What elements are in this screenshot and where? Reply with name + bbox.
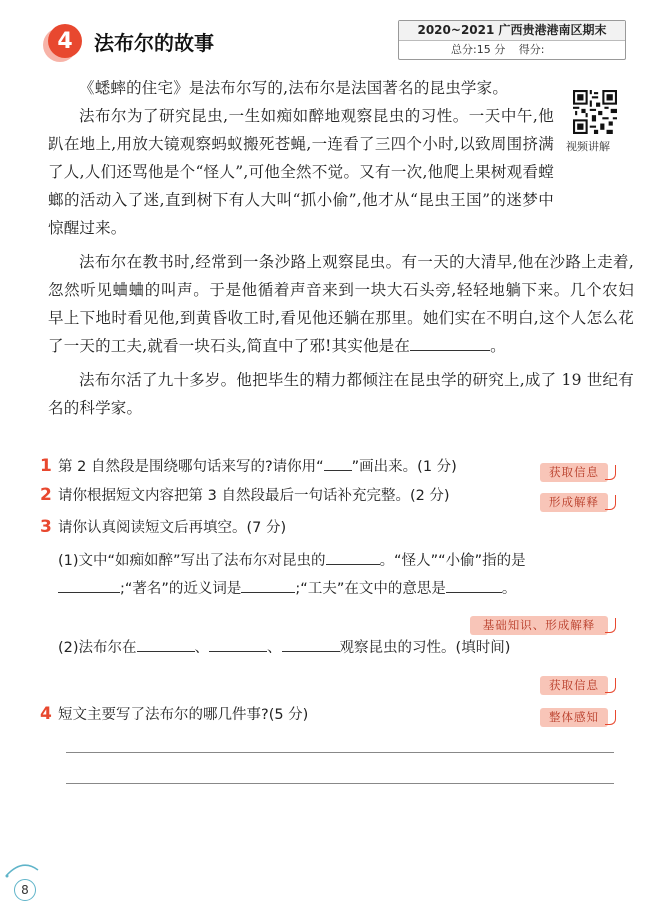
question-text: 请你认真阅读短文后再填空。(7 分) xyxy=(58,520,287,536)
sub-text: 、 xyxy=(267,640,282,656)
lesson-header xyxy=(48,20,214,62)
answer-line[interactable] xyxy=(66,752,614,753)
answer-line[interactable] xyxy=(66,783,614,784)
sub-text: 。 xyxy=(501,581,517,597)
sub-text: (2)法布尔在 xyxy=(58,640,137,656)
underline-sample xyxy=(324,456,352,471)
question-3-part-1-line-1 xyxy=(58,550,618,572)
sub-text: ;“著名”的近义词是 xyxy=(120,581,242,597)
answer-blank[interactable] xyxy=(410,336,490,351)
reading-passage xyxy=(48,68,634,422)
answer-blank[interactable] xyxy=(58,578,120,593)
lesson-title: 法布尔的故事 xyxy=(94,30,214,55)
question-number: 1 xyxy=(40,456,52,476)
exam-score-row xyxy=(399,41,625,59)
exam-total: 总分:15 分 xyxy=(451,43,506,56)
question-number: 3 xyxy=(40,517,52,537)
paragraph-3-text: 法布尔在教书时,经常到一条沙路上观察昆虫。有一天的大清早,他在沙路上走着,忽然听见蛐蛐的叫声。于是他循着声音来到一块大石头旁,轻轻地躺下来。几个农妇早上下地时看见他,到黄昏收工时,看见他还躺在那里。她们实在不明白,这个人怎么花了一天的工夫,就看一块石头,简直中了邪!其实他是在 xyxy=(48,253,634,355)
question-number: 4 xyxy=(40,704,52,724)
exam-source: 2020~2021 广西贵港港南区期末 xyxy=(399,21,625,41)
paragraph-3-end: 。 xyxy=(490,337,506,355)
page-decoration-icon xyxy=(4,858,40,878)
exam-info-box xyxy=(398,20,626,60)
answer-blank[interactable] xyxy=(446,578,502,593)
skill-tag: 形成解释 xyxy=(540,493,608,512)
question-3-part-2 xyxy=(58,637,618,659)
answer-blank[interactable] xyxy=(137,637,195,652)
question-number: 2 xyxy=(40,485,52,505)
question-text: 请你根据短文内容把第 3 自然段最后一句话补充完整。(2 分) xyxy=(58,488,450,504)
answer-blank[interactable] xyxy=(326,550,380,565)
paragraph-3 xyxy=(48,248,634,360)
sub-text: 。“怪人”“小偷”指的是 xyxy=(379,553,526,569)
sub-text: ;“工夫”在文中的意思是 xyxy=(295,581,446,597)
page-number: 8 xyxy=(14,879,36,901)
skill-tag: 获取信息 xyxy=(540,463,608,482)
question-text: 短文主要写了法布尔的哪几件事?(5 分) xyxy=(58,707,309,723)
paragraph-2: 法布尔为了研究昆虫,一生如痴如醉地观察昆虫的习性。一天中午,他趴在地上,用放大镜观察蚂蚁搬死苍蝇,一连看了三四个小时,以致周围挤满了人,人们还骂他是个“怪人”,可他全然不觉。又有一次,他爬上果树观看螳螂的活动入了迷,直到树下有人大叫“抓小偷”,他才从“昆虫王国”的迷梦中惊醒过来。 xyxy=(48,107,554,237)
skill-tag: 整体感知 xyxy=(540,708,608,727)
lesson-number-badge: 4 xyxy=(48,24,82,58)
paragraph-1: 《蟋蟀的住宅》是法布尔写的,法布尔是法国著名的昆虫学家。 xyxy=(79,79,509,97)
paragraph-4: 法布尔活了九十多岁。他把毕生的精力都倾注在昆虫学的研究上,成了 19 世纪有名的科学家。 xyxy=(48,371,634,417)
qr-label: 视频讲解 xyxy=(566,140,610,153)
question-text-end: ”画出来。(1 分) xyxy=(351,459,457,475)
exam-score-label: 得分: xyxy=(518,43,545,56)
sub-text: 观察昆虫的习性。(填时间) xyxy=(339,640,511,656)
sub-text: 、 xyxy=(194,640,210,656)
answer-blank[interactable] xyxy=(282,637,340,652)
skill-tag: 获取信息 xyxy=(540,676,608,695)
answer-blank[interactable] xyxy=(241,578,295,593)
question-3-part-1-line-2 xyxy=(58,578,618,600)
question-text: 第 2 自然段是围绕哪句话来写的?请你用“ xyxy=(58,459,324,475)
answer-blank[interactable] xyxy=(209,637,267,652)
sub-text: (1)文中“如痴如醉”写出了法布尔对昆虫的 xyxy=(58,553,326,569)
skill-tag: 基础知识、形成解释 xyxy=(470,616,608,635)
question-3 xyxy=(40,516,630,539)
